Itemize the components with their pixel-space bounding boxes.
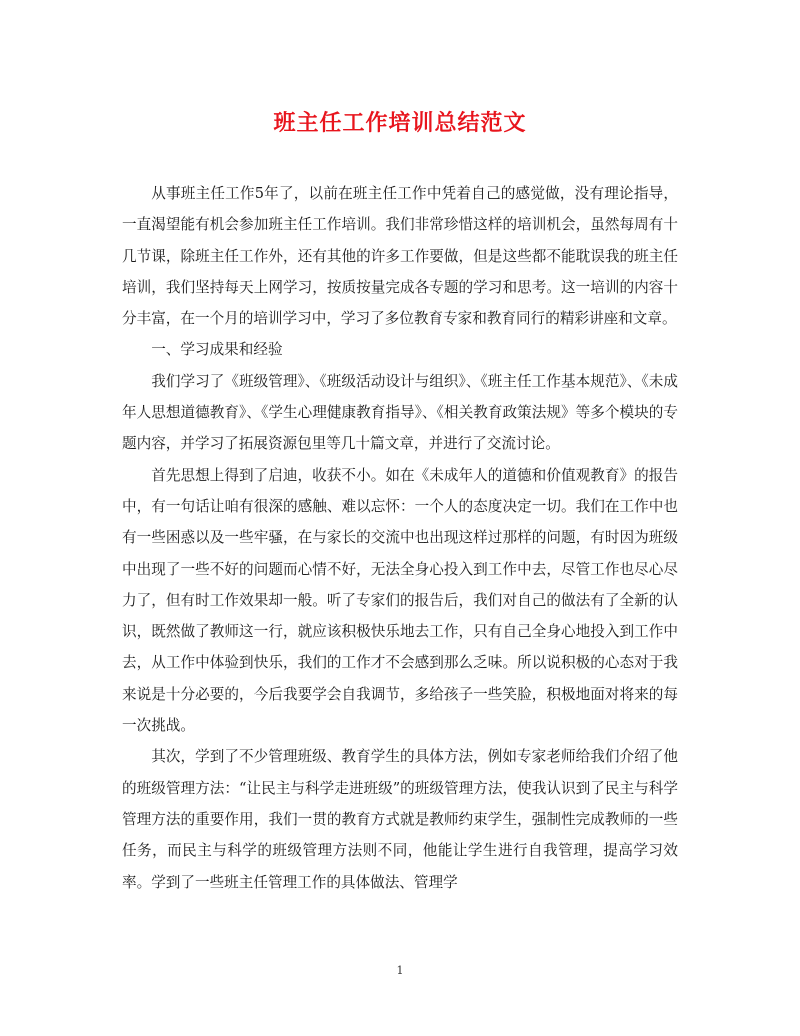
page-number: 1 [396, 964, 404, 977]
paragraph-modules: 我们学习了《班级管理》、《班级活动设计与组织》、《班主任工作基本规范》、《未成年人思想道德教育》、《学生心理健康教育指导》、《相关教育政策法规》等多个模块的专题内容，并学习了拓展资源包里等几十篇文章，并进行了交流讨论。 [122, 372, 678, 453]
document-body [122, 178, 678, 898]
paragraph-methods: 其次，学到了不少管理班级、教育学生的具体方法，例如专家老师给我们介绍了他的班级管理方法：“让民主与科学走进班级”的班级管理方法，使我认识到了民主与科学管理方法的重要作用，我们一贯的教育方式就是教师约束学生，强制性完成教师的一些任务，而民主与科学的班级管理方法则不同，他能让学生进行自我管理，提高学习效率。学到了一些班主任管理工作的具体做法、管理学 [122, 748, 678, 891]
document-title: 班主任工作培训总结范文 [273, 110, 527, 136]
section-heading: 一、学习成果和经验 [151, 341, 283, 359]
paragraph-intro: 从事班主任工作5年了，以前在班主任工作中凭着自己的感觉做，没有理论指导，一直渴望能有机会参加班主任工作培训。我们非常珍惜这样的培训机会，虽然每周有十几节课，除班主任工作外，还有其他的许多工作要做，但是这些都不能耽误我的班主任培训，我们坚持每天上网学习，按质按量完成各专题的学习和思考。这一培训的内容十分丰富，在一个月的培训学习中，学习了多位教育专家和教育同行的精彩讲座和文章。 [122, 185, 678, 328]
paragraph-thoughts: 首先思想上得到了启迪，收获不小。如在《未成年人的道德和价值观教育》的报告中，有一句话让咱有很深的感触、难以忘怀：一个人的态度决定一切。我们在工作中也有一些困惑以及一些牢骚，在与家长的交流中也出现这样过那样的问题，有时因为班级中出现了一些不好的问题而心情不好，无法全身心投入到工作中去，尽管工作也尽心尽力了，但有时工作效果却一般。听了专家们的报告后，我们对自己的做法有了全新的认识，既然做了教师这一行，就应该积极快乐地去工作，只有自己全身心地投入到工作中去，从工作中体验到快乐，我们的工作才不会感到那么乏味。所以说积极的心态对于我来说是十分必要的，今后我要学会自我调节，多给孩子一些笑脸，积极地面对将来的每一次挑战。 [122, 466, 678, 735]
